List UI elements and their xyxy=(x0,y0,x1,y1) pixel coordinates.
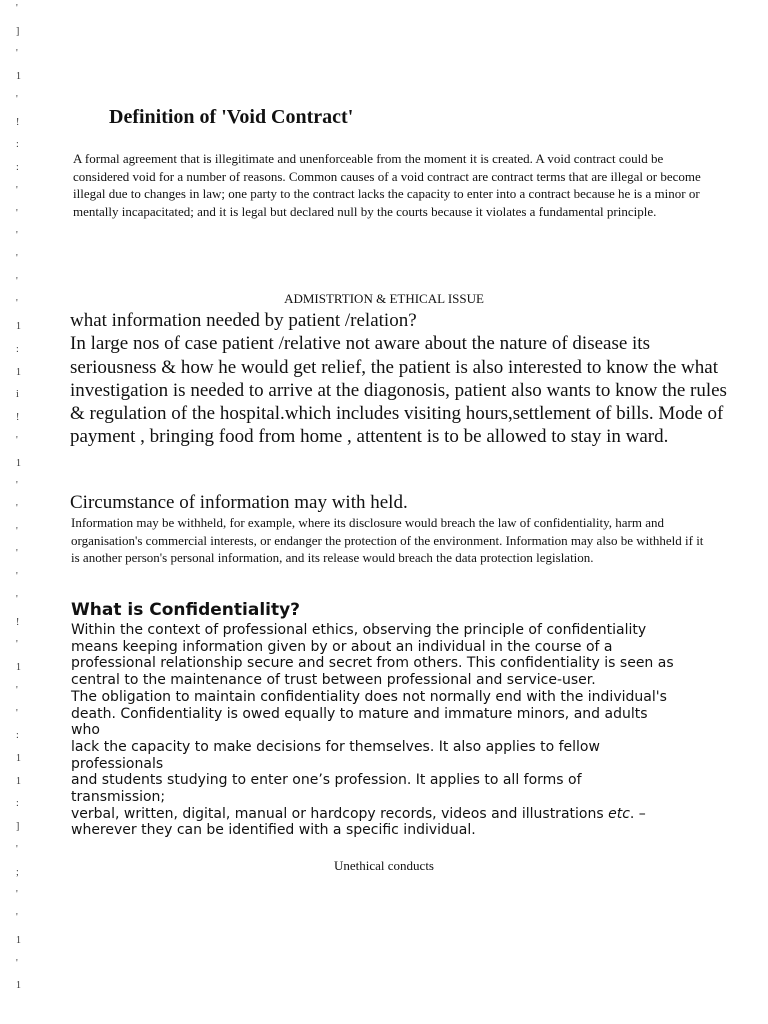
confidentiality-line: Within the context of professional ethics, observing the principle of confidentiality xyxy=(71,622,647,638)
confidentiality-line: means keeping information given by or about an individual in the course of a xyxy=(71,638,613,655)
margin-mark: ' xyxy=(16,912,18,924)
margin-mark: 1 xyxy=(16,321,21,333)
margin-mark: ' xyxy=(16,593,18,605)
patient-information-question: what information needed by patient /relation? xyxy=(70,310,417,331)
margin-mark: 1 xyxy=(16,71,21,83)
margin-mark: ] xyxy=(16,25,20,37)
margin-mark: ' xyxy=(16,434,18,446)
margin-mark: ' xyxy=(16,571,18,583)
patient-information-section xyxy=(70,309,730,449)
patient-information-paragraph: In large nos of case patient /relative not aware about the nature of disease its seriousness & how he would get relief, the patient is also interested to know the what investigation is needed to arrive at the diagonosis, patient also wants to know the rules & regulation of the hospital.which includes visiting hours,settlement of bills. Mode of payment , bringing food from home , attentent is to be allowed to stay in ward. xyxy=(70,333,727,448)
margin-mark: ' xyxy=(16,298,18,310)
confidentiality-line xyxy=(71,806,711,823)
margin-mark: ' xyxy=(16,707,18,719)
confidentiality-line: death. Confidentiality is owed equally to mature and immature minors, and adults xyxy=(71,705,648,722)
confidentiality-line: and students studying to enter one’s profession. It applies to all forms of xyxy=(71,772,582,789)
confidentiality-line: central to the maintenance of trust between professional and service-user. xyxy=(71,672,596,689)
margin-mark: ; xyxy=(16,866,19,878)
margin-mark: ' xyxy=(16,684,18,696)
margin-mark: 1 xyxy=(16,366,21,378)
margin-mark: ' xyxy=(16,207,18,219)
margin-mark: 1 xyxy=(16,753,21,764)
margin-mark: 1 xyxy=(16,457,21,469)
margin-mark: ' xyxy=(16,253,18,264)
margin-mark: i xyxy=(16,389,19,401)
margin-mark: ' xyxy=(16,230,18,242)
margin-mark: : xyxy=(16,162,19,174)
confidentiality-line: The obligation to maintain confidentiality does not normally end with the individual's xyxy=(71,688,667,705)
confidentiality-line: wherever they can be identified with a specific individual. xyxy=(71,822,476,839)
confidentiality-line: professional relationship secure and secret from others. This confidentiality is seen as xyxy=(71,655,674,672)
margin-mark: ! xyxy=(16,116,20,128)
margin-mark: ! xyxy=(16,412,20,424)
margin-mark: ' xyxy=(16,93,18,105)
confidentiality-etc: etc xyxy=(608,805,630,822)
margin-mark: ' xyxy=(16,957,18,969)
margin-mark: ' xyxy=(16,275,18,287)
confidentiality-line: professionals xyxy=(71,755,164,772)
confidentiality-line: who xyxy=(71,722,100,739)
margin-mark: ] xyxy=(16,821,20,833)
confidentiality-heading: What is Confidentiality? xyxy=(71,600,301,620)
margin-mark: 1 xyxy=(16,662,21,674)
admin-ethics-heading xyxy=(0,291,768,310)
confidentiality-line: lack the capacity to make decisions for themselves. It also applies to fellow xyxy=(71,738,600,755)
margin-mark: 1 xyxy=(16,934,21,946)
margin-mark: : xyxy=(16,798,19,810)
confidentiality-line: transmission; xyxy=(71,789,166,806)
margin-mark: ' xyxy=(16,548,18,560)
margin-mark: : xyxy=(16,343,19,355)
withheld-information-heading: Circumstance of information may with held. xyxy=(70,492,408,513)
margin-mark: ' xyxy=(16,889,18,901)
margin-mark: ' xyxy=(16,184,18,196)
margin-mark: : xyxy=(16,730,19,742)
margin-mark: ' xyxy=(16,503,18,514)
margin-mark: ' xyxy=(16,480,18,492)
admin-ethics-heading-text: ADMISTRTION & ETHICAL ISSUE xyxy=(284,291,484,306)
margin-mark: ' xyxy=(16,3,18,14)
void-contract-paragraph: A formal agreement that is illegitimate and unenforceable from the moment it is created. A void contract could be considered void for a number of reasons. Common causes of a void contract are contract terms that are illegal or become illegal due to changes in law; one party to the contract lacks the capacity to enter into a contract because he is a minor or mentally incapacitated; and it is legal but declared null by the courts because it violates a fundamental principle. xyxy=(73,151,701,219)
confidentiality-last-line-start: verbal, written, digital, manual or hardcopy records, videos and illustrations xyxy=(71,805,609,822)
page-title: Definition of 'Void Contract' xyxy=(109,106,354,128)
margin-mark: ' xyxy=(16,48,18,60)
margin-mark: 1 xyxy=(16,980,21,992)
unethical-conducts-heading: Unethical conducts xyxy=(334,858,434,873)
margin-mark: ! xyxy=(16,616,20,628)
margin-mark: ' xyxy=(16,525,18,537)
margin-mark: ' xyxy=(16,843,18,855)
margin-mark: : xyxy=(16,139,19,151)
margin-mark: 1 xyxy=(16,775,21,787)
confidentiality-last-line-end: . – xyxy=(629,805,646,822)
confidentiality-paragraph xyxy=(71,622,711,839)
withheld-information-paragraph: Information may be withheld, for example, where its disclosure would breach the law of confidentiality, harm and organisation's commercial interests, or endanger the protection of the environment. Information may also be withheld if it is another person's personal information, and its release would breach the data protection legislation. xyxy=(71,515,704,566)
margin-mark: ' xyxy=(16,639,18,651)
